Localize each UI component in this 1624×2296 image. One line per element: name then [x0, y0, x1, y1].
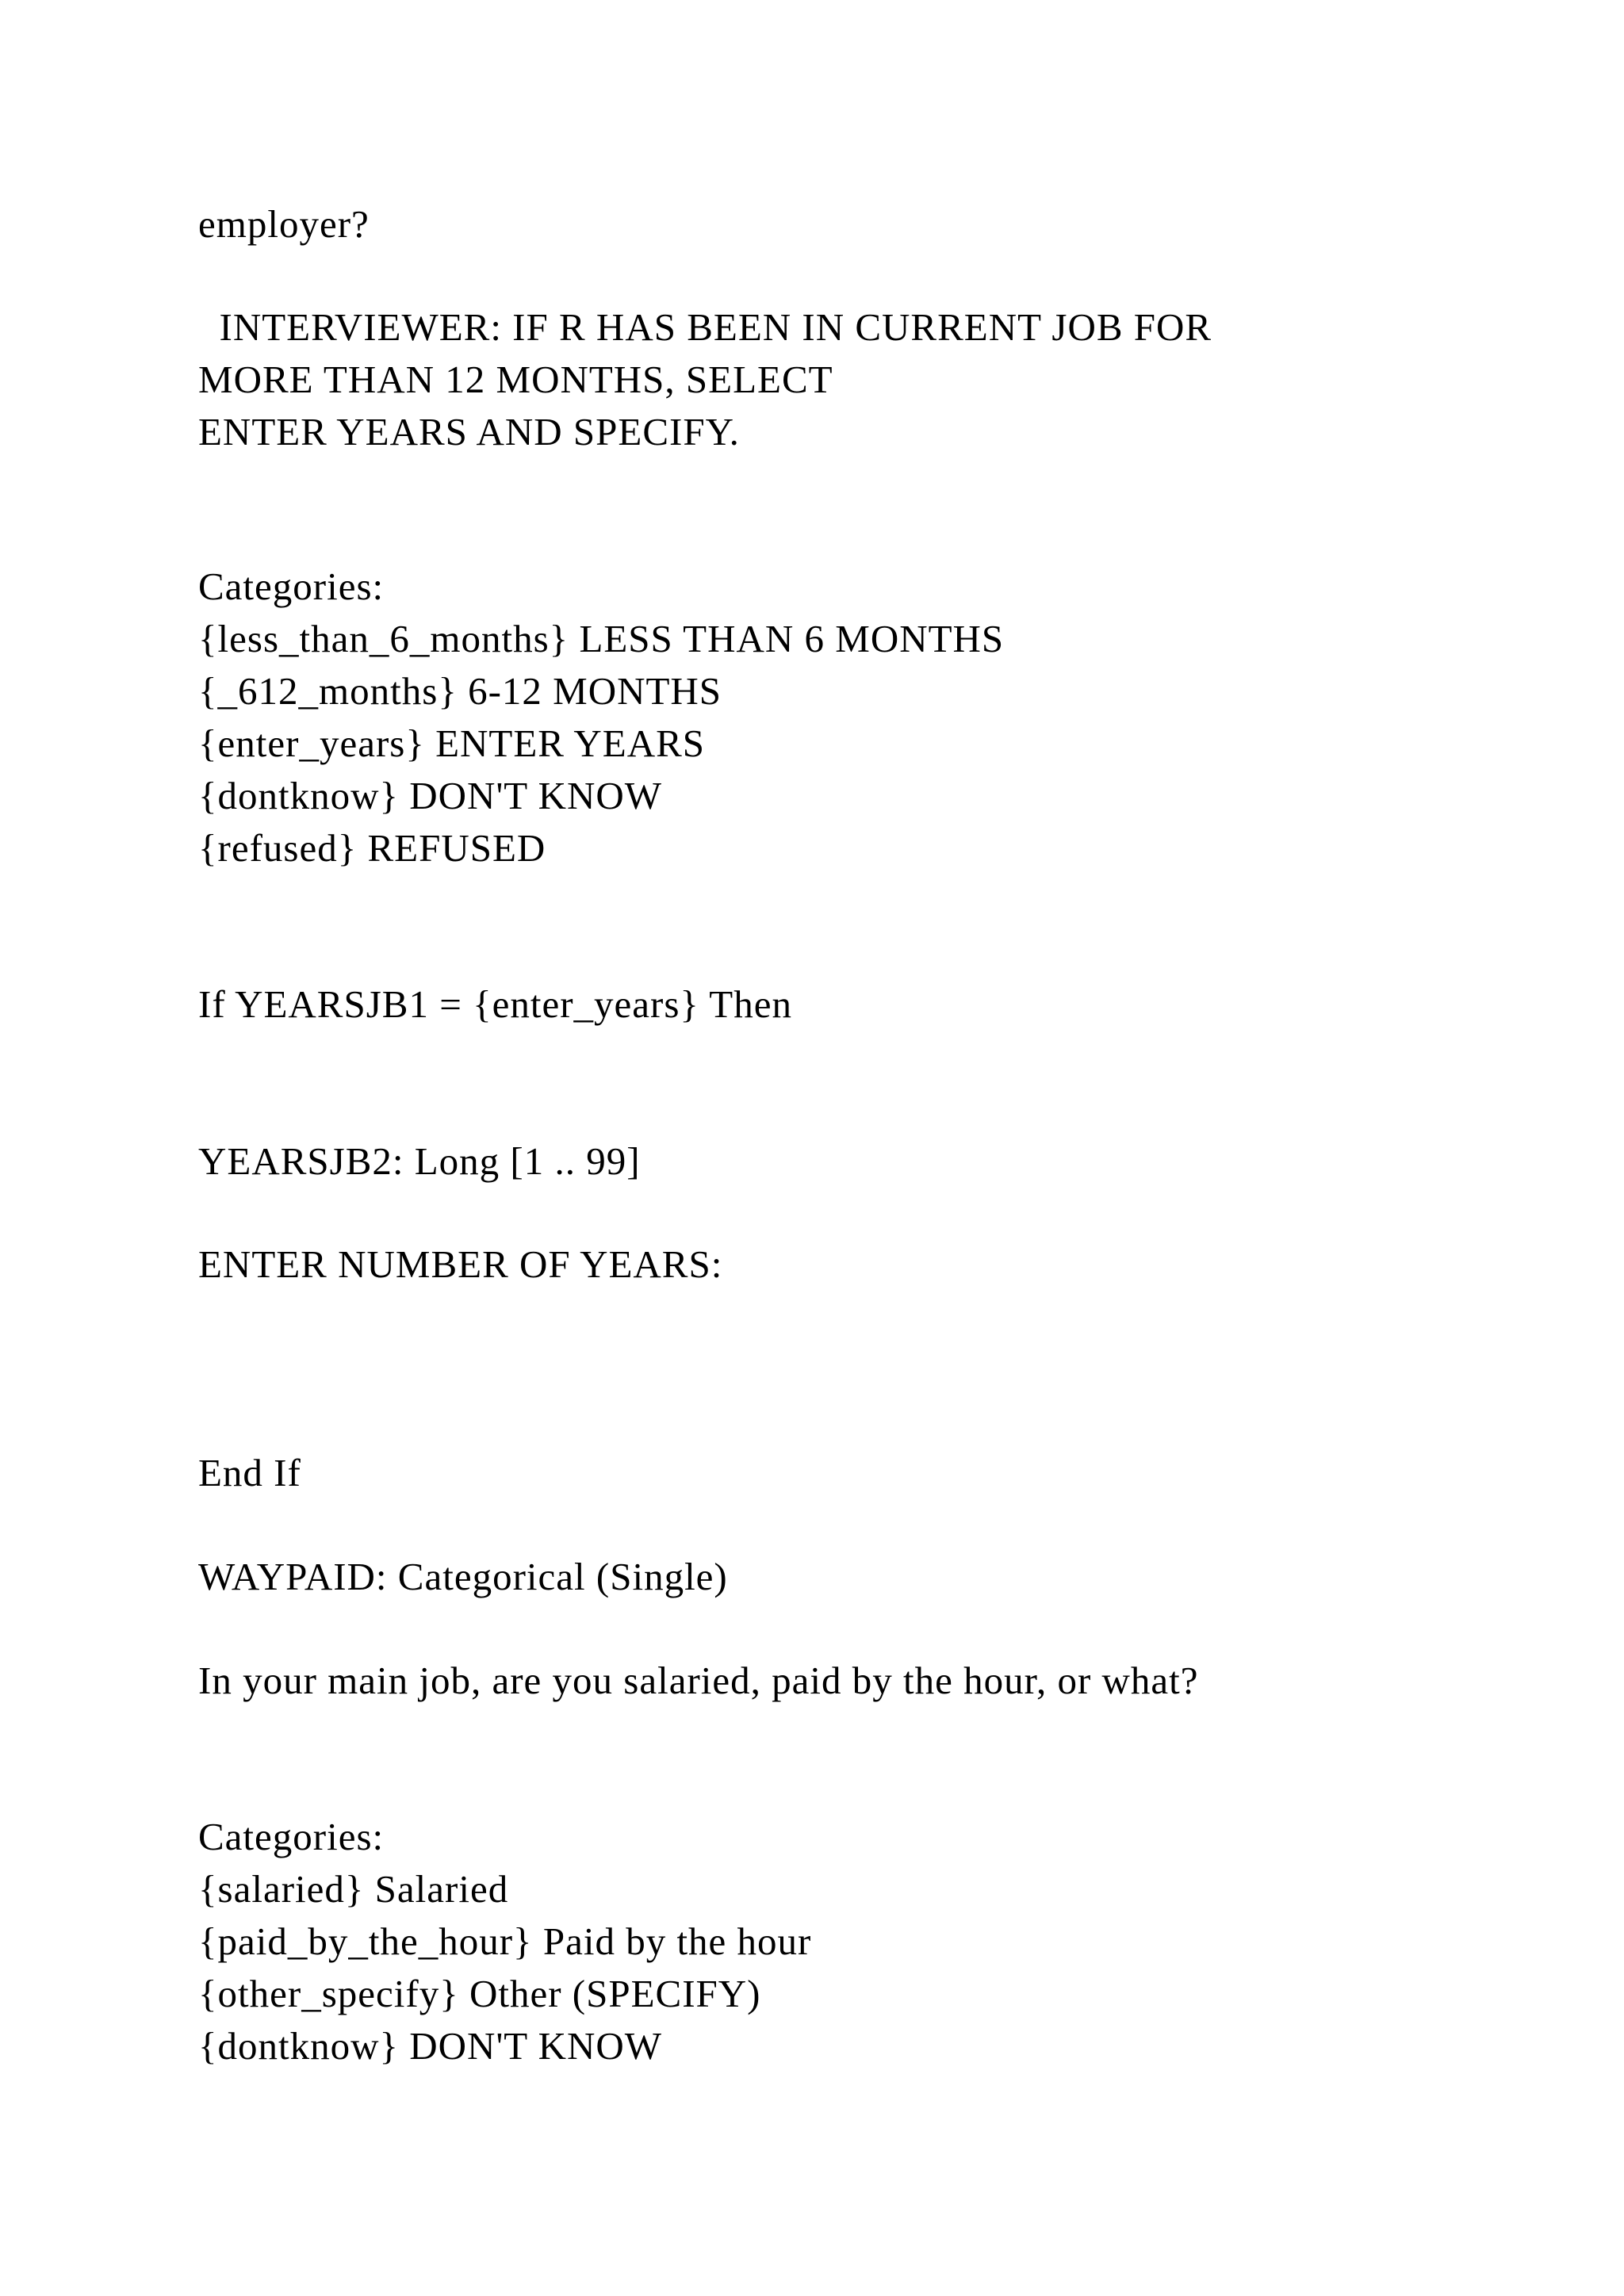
variable-definition: WAYPAID: Categorical (Single)	[198, 1555, 728, 1598]
text-line: employer?	[198, 202, 370, 246]
categories-heading: Categories:	[198, 564, 385, 608]
category-item: {dontknow} DON'T KNOW	[198, 2024, 662, 2068]
condition-line: If YEARSJB1 = {enter_years} Then	[198, 982, 792, 1026]
condition-end-line: End If	[198, 1451, 301, 1494]
interviewer-note-line: INTERVIEWER: IF R HAS BEEN IN CURRENT JOB FOR	[198, 305, 1212, 349]
question-text: In your main job, are you salaried, paid by the hour, or what?	[198, 1659, 1199, 1702]
category-item: {refused} REFUSED	[198, 826, 546, 870]
interviewer-note-line: MORE THAN 12 MONTHS, SELECT	[198, 358, 833, 401]
prompt-line: ENTER NUMBER OF YEARS:	[198, 1242, 723, 1286]
category-item: {paid_by_the_hour} Paid by the hour	[198, 1919, 812, 1963]
category-item: {less_than_6_months} LESS THAN 6 MONTHS	[198, 617, 1005, 660]
categories-heading: Categories:	[198, 1815, 385, 1858]
category-item: {other_specify} Other (SPECIFY)	[198, 1972, 761, 2015]
category-item: {salaried} Salaried	[198, 1867, 509, 1911]
category-item: {dontknow} DON'T KNOW	[198, 774, 662, 817]
interviewer-note-line: ENTER YEARS AND SPECIFY.	[198, 410, 740, 453]
category-item: {_612_months} 6-12 MONTHS	[198, 669, 722, 713]
category-item: {enter_years} ENTER YEARS	[198, 721, 706, 765]
variable-definition: YEARSJB2: Long [1 .. 99]	[198, 1139, 641, 1183]
